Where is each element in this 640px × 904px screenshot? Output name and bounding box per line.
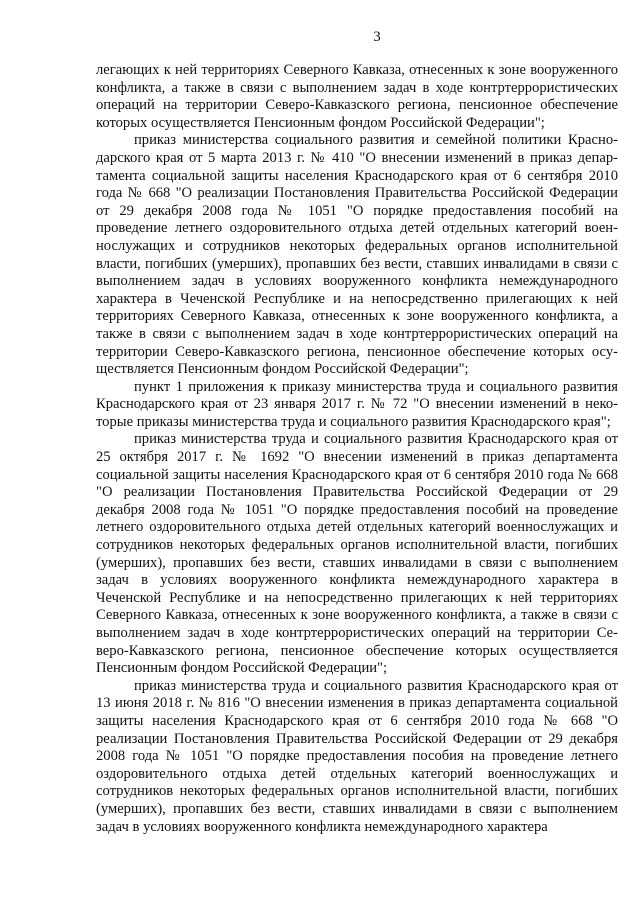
paragraph-order-2018-816: приказ министерства труда и социального развития Краснодарского края от 13 июня 2018 г. № 816 "О внесении изменения в приказ департамента социальной защиты населения Краснодарского края от 6 сентября 2010 года № 668 "О реализации Постановления Правительства Российской Федерации от 29 декабря 2008 года № 1051 "О порядке предоставления пособия на проведение летнего оздоровительного отдыха детей отдельных категорий военнослужащих и сотрудников некоторых федеральных органов исполнительной власти, погибших (умерших), пропавших без вести, ставших инвалидами в связи с выполнением задач в условиях вооруженного конфликта немеждународного характера (96, 677, 618, 835)
document-body (96, 62, 618, 836)
page-number: 3 (373, 29, 381, 45)
paragraph-order-2013-410: приказ министерства социального развития и семейной политики Краснодарского края от 5 марта 2013 г. № 410 "О внесении изменений в приказ департамента социальной защиты населения Краснодарского края от 6 сентября 2010 года № 668 "О реализации Постановления Правительства Российской Федерации от 29 декабря 2008 года № 1051 "О порядке предоставления пособий на проведение летнего оздоровительного отдыха детей отдельных категорий военнослужащих и сотрудников некоторых федеральных органов исполнительной власти, погибших (умерших), пропавших без вести, ставших инвалидами в связи с выполнением задач в условиях вооруженного конфликта немеждународного характера в Чеченской Республике и на непосредственно прилегающих к ней территориях Северного Кавказа, отнесенных к зоне вооруженного конфликта, а также в связи с выполнением задач в ходе контртеррористических операций на территории Северо-Кавказского региона, пенсионное обеспечение которых осуществляется Пенсионным фондом Российской Федерации"; (96, 132, 618, 378)
paragraph-order-2017-1692: приказ министерства труда и социального развития Краснодарского края от 25 октября 2017 г. № 1692 "О внесении изменений в приказ департамента социальной защиты населения Краснодарского края от 6 сентября 2010 года № 668 "О реализации Постановления Правительства Российской Федерации от 29 декабря 2008 года № 1051 "О порядке предоставления пособий на проведение летнего оздоровительного отдыха детей отдельных категорий военнослужащих и сотрудников некоторых федеральных органов исполнительной власти, погибших (умерших), пропавших без вести, ставших инвалидами в связи с выполнением задач в условиях вооруженного конфликта немеждународного характера в Чеченской Республике и на непосредственно прилегающих к ней территориях Северного Кавказа, отнесенных к зоне вооруженного конфликта, а также в связи с выполнением задач в ходе контртеррористических операций на территории Северо-Кавказского региона, пенсионное обеспечение которых осуществляется Пенсионным фондом Российской Федерации"; (96, 431, 618, 677)
paragraph-order-2017-72: пункт 1 приложения к приказу министерства труда и социального развития Краснодарского края от 23 января 2017 г. № 72 "О внесении изменений в некоторые приказы министерства труда и социального развития Краснодарского края"; (96, 378, 618, 430)
paragraph-continuation: легающих к ней территориях Северного Кавказа, отнесенных к зоне вооруженного конфликта, а также в связи с выполнением задач в ходе контртеррористических операций на территории Северо-Кавказского региона, пенсионное обеспечение которых осуществляется Пенсионным фондом Российской Федерации"; (96, 62, 618, 131)
